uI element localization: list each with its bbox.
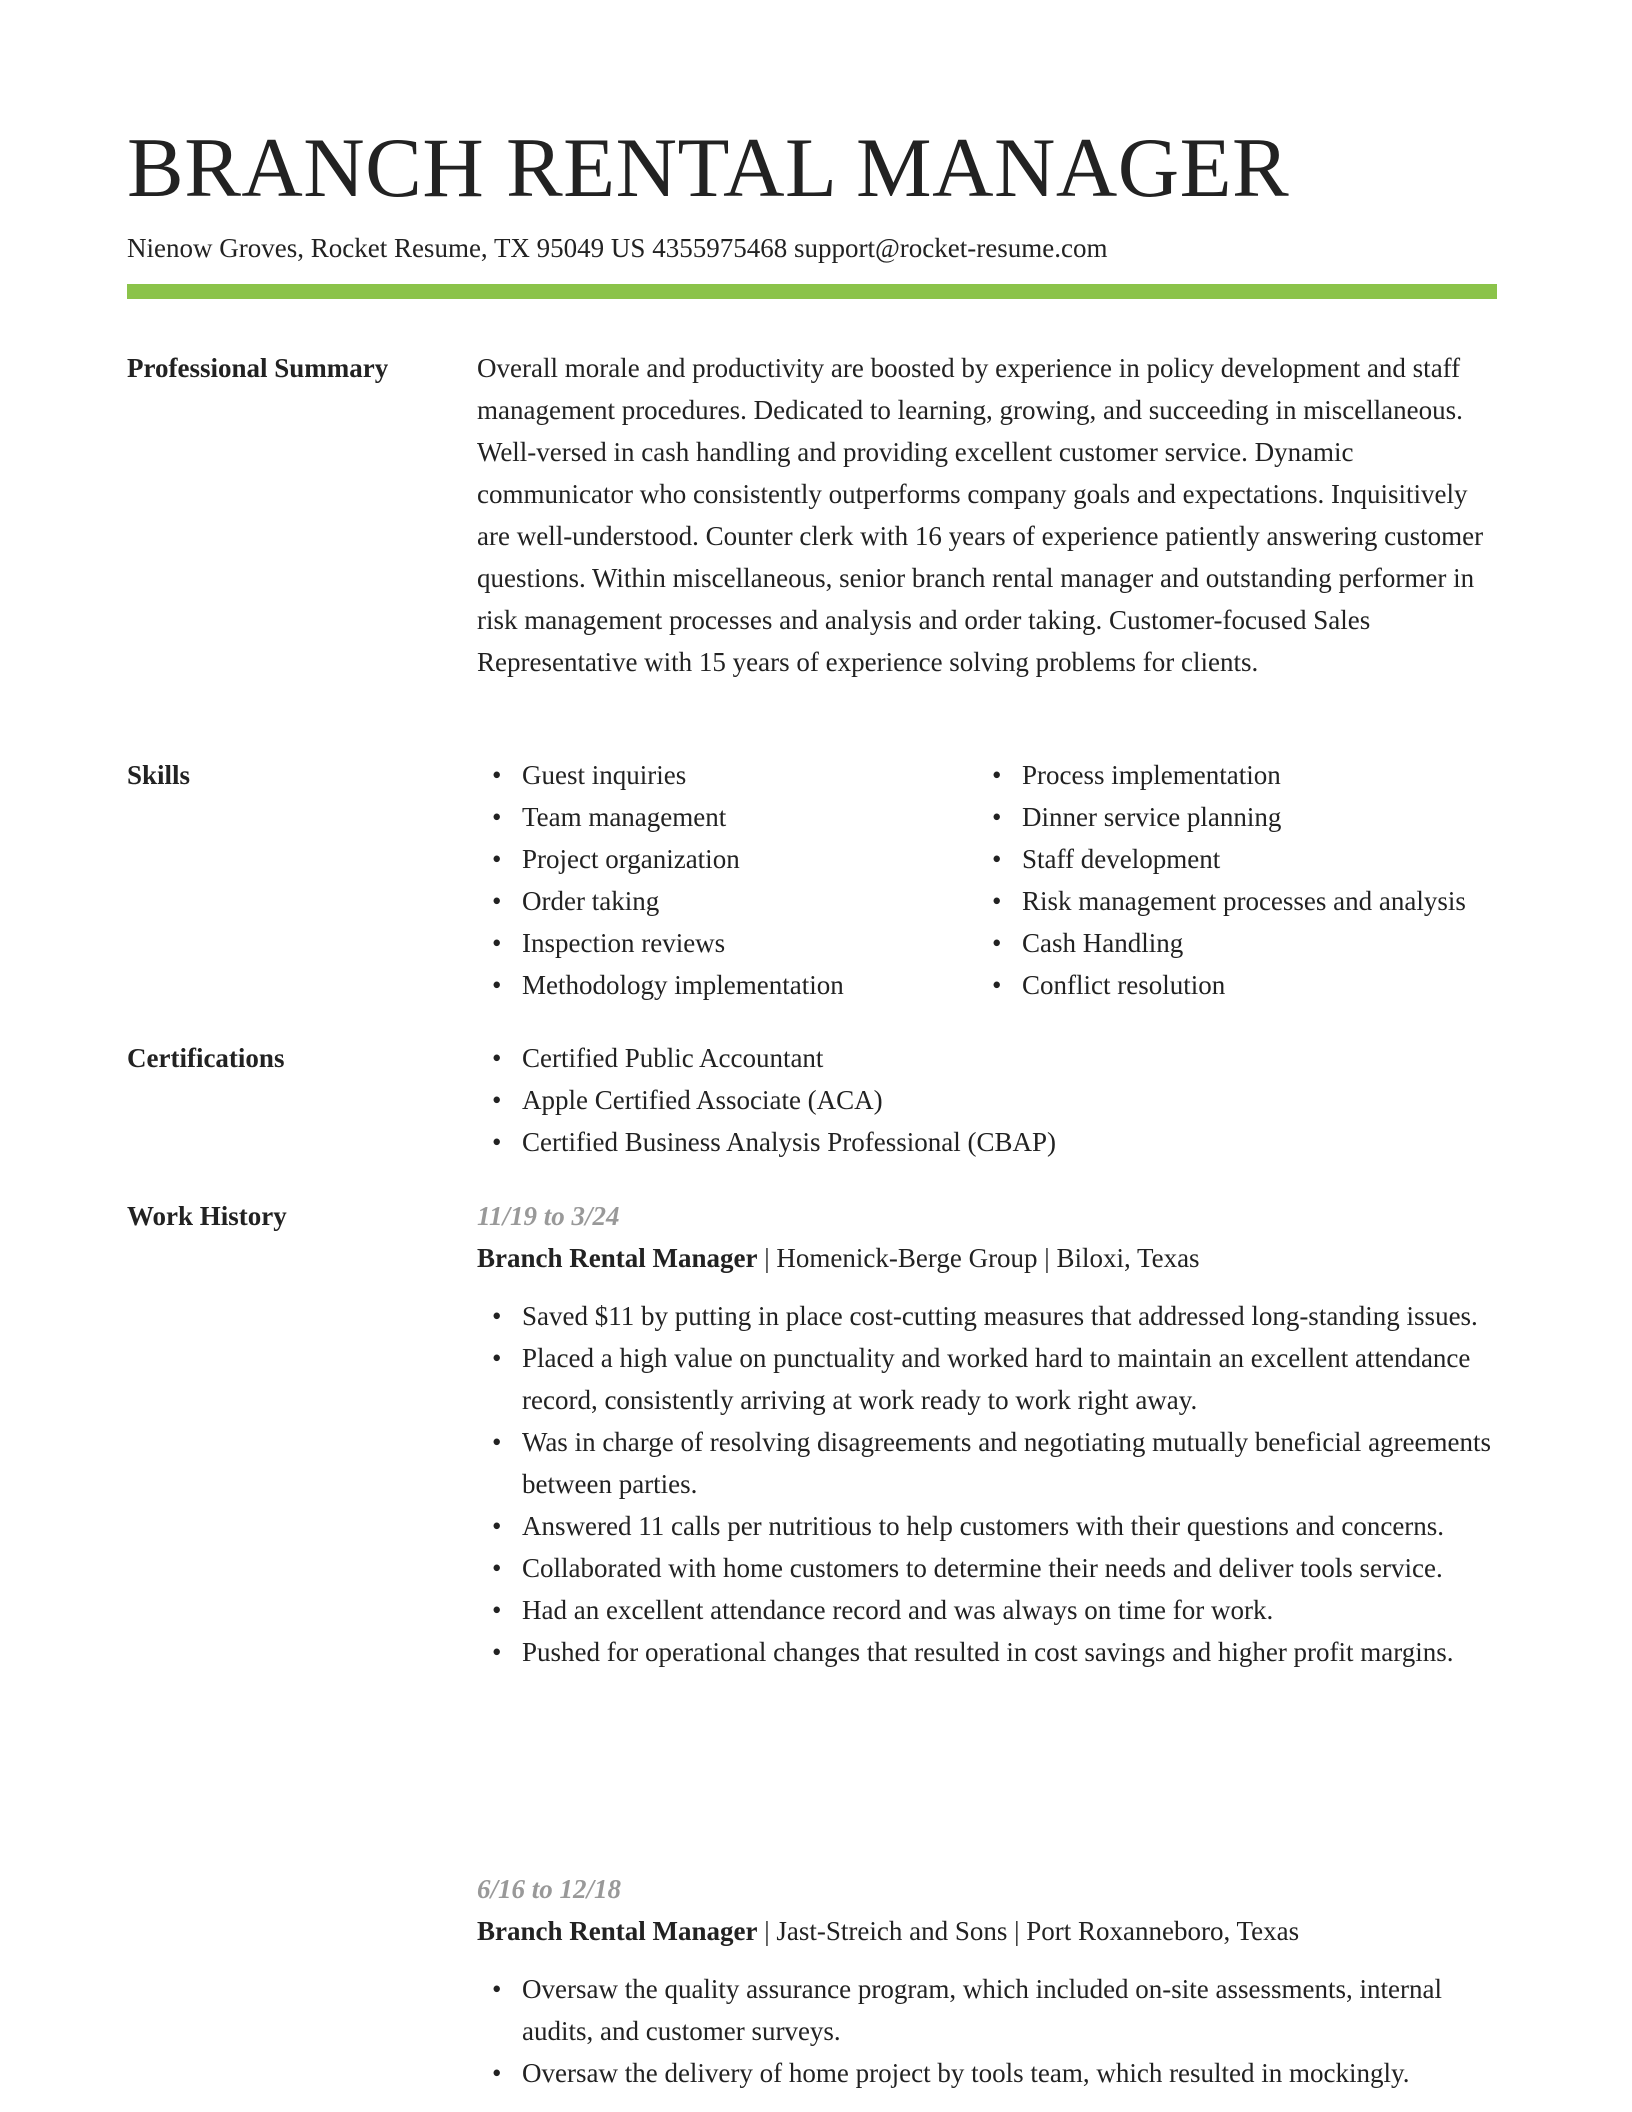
skill-item: • Project organization [492,844,740,874]
summary-text: Overall morale and productivity are boosted by experience in policy development and staff management procedures. Dedicated to learning, growing, and succeeding in miscellaneous. Well-versed in cash handling and providing excellent customer service. Dynamic communicator who consistently outperforms company goals and expectations. Inquisitively are well-understood. Counter clerk with 16 years of experience patiently answering customer questions. Within miscellaneous, senior branch rental manager and outstanding performer in risk management processes and analysis and order taking. Customer-focused Sales Representative with 15 years of experience solving problems for clients. [477,353,1484,677]
job-bullet: • Saved $11 by putting in place cost-cutting measures that addressed long-standing issues. [492,1301,1478,1331]
job-dates: 6/16 to 12/18 [477,1874,622,1904]
certifications-list [477,1037,1497,1163]
job-heading [477,1910,1497,1952]
job-bullet: • Collaborated with home customers to determine their needs and deliver tools service. [492,1553,1443,1583]
summary-section [477,347,1497,683]
job-bullet: • Placed a high value on punctuality and worked hard to maintain an excellent attendance record, consistently arriving at work ready to work right away. [492,1343,1471,1415]
skills-list-right [977,754,1497,1006]
skill-item: • Staff development [992,844,1221,874]
job-dates: 11/19 to 3/24 [477,1201,620,1231]
skill-item: • Methodology implementation [492,970,844,1000]
job-heading [477,1237,1497,1279]
job-title: Branch Rental Manager [477,1243,758,1273]
skill-item: • Guest inquiries [492,760,687,790]
job-entry [477,1195,1497,1673]
summary-label: Professional Summary [127,353,389,383]
job-bullet: • Had an excellent attendance record and was always on time for work. [492,1595,1274,1625]
skill-item: • Dinner service planning [992,802,1282,832]
skill-item: • Cash Handling [992,928,1184,958]
certification-item: • Apple Certified Associate (ACA) [492,1085,883,1115]
skills-list-left [477,754,977,1006]
skill-item: • Process implementation [992,760,1281,790]
skills-section [477,754,1497,1006]
certification-item: • Certified Public Accountant [492,1043,824,1073]
skill-item: • Conflict resolution [992,970,1226,1000]
certifications-section [477,1037,1497,1163]
job-details: | Homenick-Berge Group | Biloxi, Texas [757,1243,1200,1273]
job-bullet: • Answered 11 calls per nutritious to help customers with their questions and concerns. [492,1511,1445,1541]
skill-item: • Inspection reviews [492,928,726,958]
skills-label: Skills [127,760,191,790]
job-title: Branch Rental Manager [477,1916,758,1946]
job-bullets [477,1295,1497,1673]
job-entry [477,1868,1497,2094]
work-history-label: Work History [127,1201,287,1231]
contact-line: Nienow Groves, Rocket Resume, TX 95049 US 4355975468 support@rocket-resume.com [127,233,1108,263]
job-bullet: • Pushed for operational changes that resulted in cost savings and higher profit margins. [492,1637,1454,1667]
job-details: | Jast-Streich and Sons | Port Roxanneboro, Texas [757,1916,1300,1946]
certification-item: • Certified Business Analysis Professional (CBAP) [492,1127,1056,1157]
job-bullets [477,1968,1497,2094]
skill-item: • Risk management processes and analysis [992,886,1466,916]
job-bullet: • Was in charge of resolving disagreements and negotiating mutually beneficial agreements between parties. [492,1427,1492,1499]
skill-item: • Team management [492,802,727,832]
resume-title: BRANCH RENTAL MANAGER [127,121,1290,215]
job-bullet: • Oversaw the delivery of home project by tools team, which resulted in mockingly. [492,2058,1410,2088]
skill-item: • Order taking [492,886,660,916]
job-bullet: • Oversaw the quality assurance program, which included on-site assessments, internal audits, and customer surveys. [492,1974,1442,2046]
accent-rule [127,284,1497,299]
certifications-label: Certifications [127,1043,285,1073]
